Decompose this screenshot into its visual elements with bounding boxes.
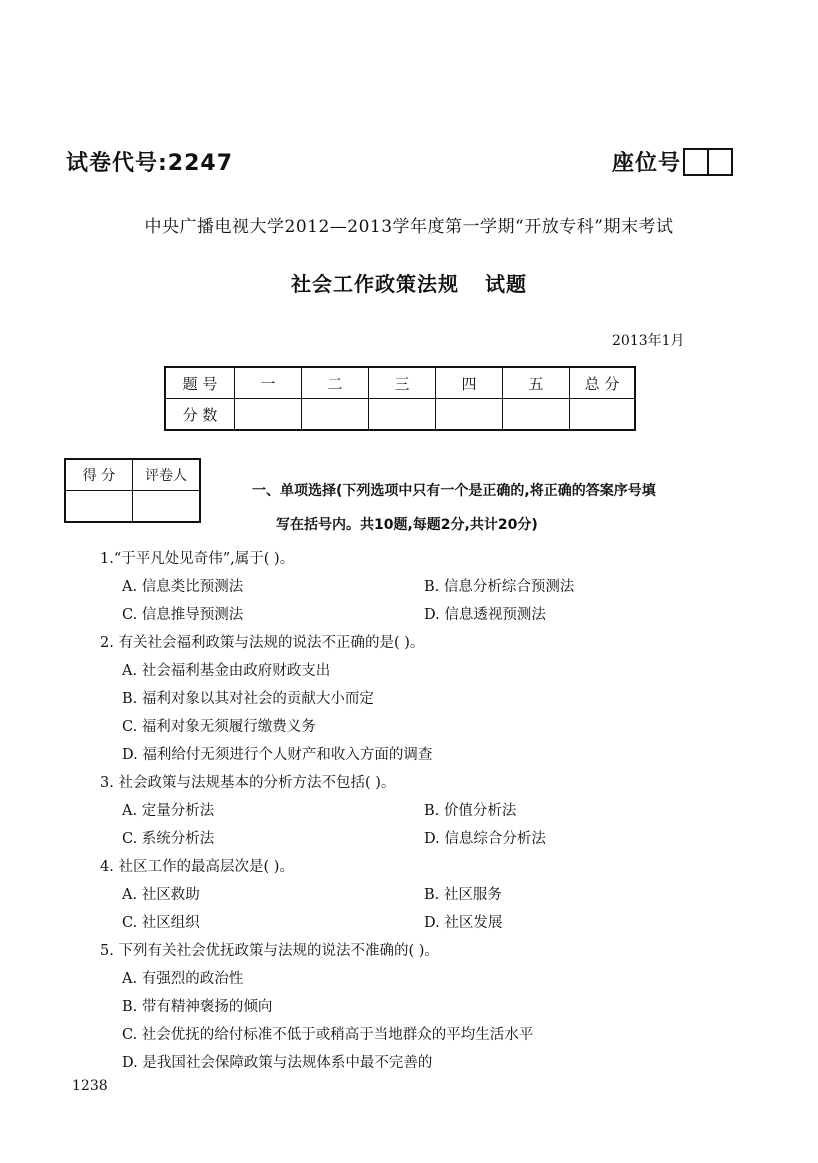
- grader-header-score: 得 分: [65, 459, 133, 491]
- question-option: B. 带有精神褒扬的倾向: [122, 999, 273, 1015]
- score-cell: [570, 399, 636, 431]
- seat-number-label: 座位号: [612, 151, 682, 176]
- question-option: A. 社会福利基金由政府财政支出: [122, 663, 331, 679]
- question-option: C. 信息推导预测法: [122, 607, 244, 623]
- grader-cell: [133, 491, 201, 523]
- seat-number-field: [612, 146, 733, 177]
- section-title-line2: 写在括号内。共10题,每题2分,共计20分): [276, 517, 538, 533]
- question-stem: 3. 社会政策与法规基本的分析方法不包括( )。: [100, 775, 396, 791]
- exam-code-label: 试卷代号:2247: [66, 151, 234, 176]
- subject-name: 社会工作政策法规: [291, 272, 459, 296]
- question-option: D. 信息透视预测法: [424, 607, 546, 623]
- score-header-cell: 一: [235, 367, 302, 399]
- question-stem: 4. 社区工作的最高层次是( )。: [100, 859, 294, 875]
- university-exam-line: 中央广播电视大学2012—2013学年度第一学期“开放专科”期末考试: [144, 217, 674, 237]
- score-header-cell: 题 号: [165, 367, 235, 399]
- score-table-header-row: [165, 367, 635, 399]
- question-option: A. 社区救助: [122, 887, 200, 903]
- section-title-line1: 一、单项选择(下列选项中只有一个是正确的,将正确的答案序号填: [252, 483, 656, 499]
- seat-number-boxes: [683, 148, 733, 176]
- score-cell: [369, 399, 436, 431]
- question-option: D. 信息综合分析法: [424, 831, 546, 847]
- question-option: C. 社区组织: [122, 915, 200, 931]
- subject-suffix: 试题: [485, 272, 527, 296]
- score-header-cell: 四: [436, 367, 503, 399]
- question-option: D. 社区发展: [424, 915, 503, 931]
- score-header-cell: 五: [503, 367, 570, 399]
- grader-cell: [65, 491, 133, 523]
- grader-table: [64, 458, 201, 523]
- question-option: C. 系统分析法: [122, 831, 215, 847]
- question-stem: 1.“于平凡处见奇伟”,属于( )。: [100, 551, 295, 567]
- question-stem: 5. 下列有关社会优抚政策与法规的说法不准确的( )。: [100, 943, 439, 959]
- page-number: 1238: [72, 1078, 108, 1094]
- question-stem: 2. 有关社会福利政策与法规的说法不正确的是( )。: [100, 635, 425, 651]
- question-option: C. 社会优抚的给付标准不低于或稍高于当地群众的平均生活水平: [122, 1027, 534, 1043]
- grader-header-grader: 评卷人: [133, 459, 201, 491]
- exam-subject-title: [0, 268, 818, 297]
- score-cell: [302, 399, 369, 431]
- score-table-score-row: [165, 399, 635, 431]
- score-cell: [436, 399, 503, 431]
- score-cell: [503, 399, 570, 431]
- question-option: D. 福利给付无须进行个人财产和收入方面的调查: [122, 747, 433, 763]
- question-option: B. 社区服务: [424, 887, 502, 903]
- score-row-label: 分 数: [165, 399, 235, 431]
- score-cell: [235, 399, 302, 431]
- question-option: B. 价值分析法: [424, 803, 517, 819]
- question-option: A. 定量分析法: [122, 803, 215, 819]
- exam-date: 2013年1月: [612, 333, 685, 349]
- question-option: C. 福利对象无须履行缴费义务: [122, 719, 316, 735]
- question-option: B. 福利对象以其对社会的贡献大小而定: [122, 691, 374, 707]
- score-header-cell: 三: [369, 367, 436, 399]
- question-option: B. 信息分析综合预测法: [424, 579, 575, 595]
- question-option: D. 是我国社会保障政策与法规体系中最不完善的: [122, 1055, 433, 1071]
- question-option: A. 有强烈的政治性: [122, 971, 244, 987]
- score-table: [164, 366, 636, 431]
- score-header-cell: 总 分: [570, 367, 636, 399]
- question-option: A. 信息类比预测法: [122, 579, 244, 595]
- score-header-cell: 二: [302, 367, 369, 399]
